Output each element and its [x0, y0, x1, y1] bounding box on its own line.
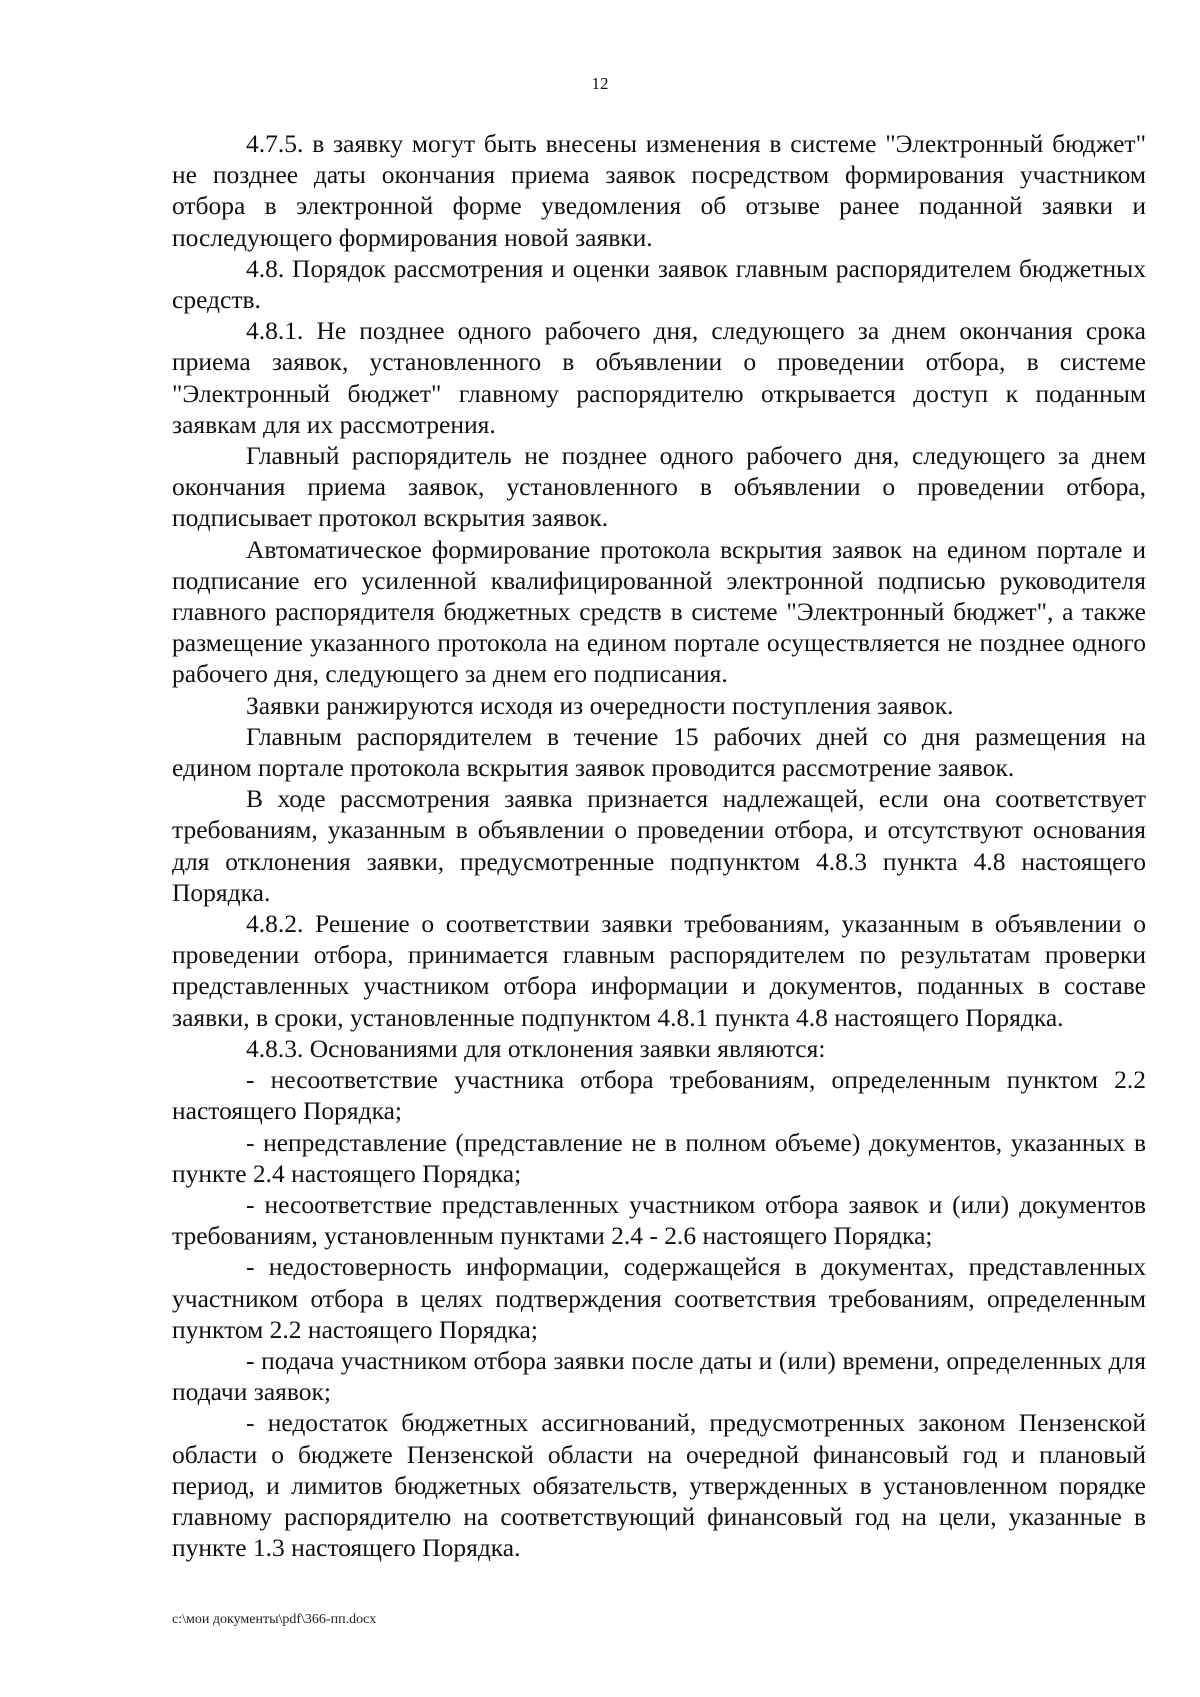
file-path-footer: c:\мои документы\pdf\366-пп.docx — [172, 1612, 377, 1627]
list-item-reason-1: - несоответствие участника отбора требованиям, определенным пунктом 2.2 настоящего Порядка; — [172, 1065, 1146, 1126]
paragraph-protocol-signing: Главный распорядитель не позднее одного рабочего дня, следующего за днем окончания приема заявок, установленного в объявлении о проведении отбора, подписывает протокол вскрытия заявок. — [172, 441, 1146, 533]
paragraph-4-7-5: 4.7.5. в заявку могут быть внесены изменения в системе "Электронный бюджет" не позднее даты окончания приема заявок посредством формирования участником отбора в электронной форме уведомления об отзыве ранее поданной заявки и последующего формирования новой заявки. — [172, 129, 1146, 252]
list-item-reason-4: - недостоверность информации, содержащейся в документах, представленных участником отбора в целях подтверждения соответствия требованиям, определенным пунктом 2.2 настоящего Порядка; — [172, 1252, 1146, 1344]
list-item-reason-3: - несоответствие представленных участником отбора заявок и (или) документов требованиям, установленным пунктами 2.4 - 2.6 настоящего Порядка; — [172, 1189, 1146, 1251]
paragraph-proper-application: В ходе рассмотрения заявка признается надлежащей, если она соответствует требованиям, указанным в объявлении о проведении отбора, и отсутствуют основания для отклонения заявки, предусмотренные подпунктом 4.8.3 пункта 4.8 настоящего Порядка. — [172, 784, 1146, 907]
list-item-reason-2: - непредставление (представление не в полном объеме) документов, указанных в пункте 2.4 настоящего Порядка; — [172, 1127, 1146, 1188]
list-item-reason-5: - подача участником отбора заявки после даты и (или) времени, определенных для подачи заявок; — [172, 1345, 1146, 1407]
paragraph-review-period: Главным распорядителем в течение 15 рабочих дней со дня размещения на едином портале протокола вскрытия заявок проводится рассмотрение заявок. — [172, 721, 1146, 783]
document-body — [172, 128, 1146, 1563]
page-number: 12 — [591, 74, 609, 93]
paragraph-4-8-heading: 4.8. Порядок рассмотрения и оценки заявок главным распорядителем бюджетных средств. — [172, 253, 1146, 315]
paragraph-4-8-3: 4.8.3. Основаниями для отклонения заявки являются: — [246, 1033, 826, 1063]
paragraph-ranking: Заявки ранжируются исходя из очередности поступления заявок. — [246, 690, 954, 720]
paragraph-automatic-protocol: Автоматическое формирование протокола вскрытия заявок на едином портале и подписание его усиленной квалифицированной электронной подписью руководителя главного распорядителя бюджетных средств в системе "Электронный бюджет", а также размещение указанного протокола на едином портале осуществляется не позднее одного рабочего дня, следующего за днем его подписания. — [172, 534, 1146, 689]
paragraph-4-8-1: 4.8.1. Не позднее одного рабочего дня, следующего за днем окончания срока приема заявок, установленного в объявлении о проведении отбора, в системе "Электронный бюджет" главному распорядителю открывается доступ к поданным заявкам для их рассмотрения. — [172, 316, 1146, 439]
list-item-reason-6: - недостаток бюджетных ассигнований, предусмотренных законом Пензенской области о бюджете Пензенской области на очередной финансовый год и плановый период, и лимитов бюджетных обязательств, утвержденных в установленном порядке главному распорядителю на соответствующий финансовый год на цели, указанные в пункте 1.3 настоящего Порядка. — [172, 1408, 1146, 1563]
paragraph-4-8-2: 4.8.2. Решение о соответствии заявки требованиям, указанным в объявлении о проведении отбора, принимается главным распорядителем по результатам проверки представленных участником отбора информации и документов, поданных в составе заявки, в сроки, установленные подпунктом 4.8.1 пункта 4.8 настоящего Порядка. — [172, 909, 1146, 1032]
